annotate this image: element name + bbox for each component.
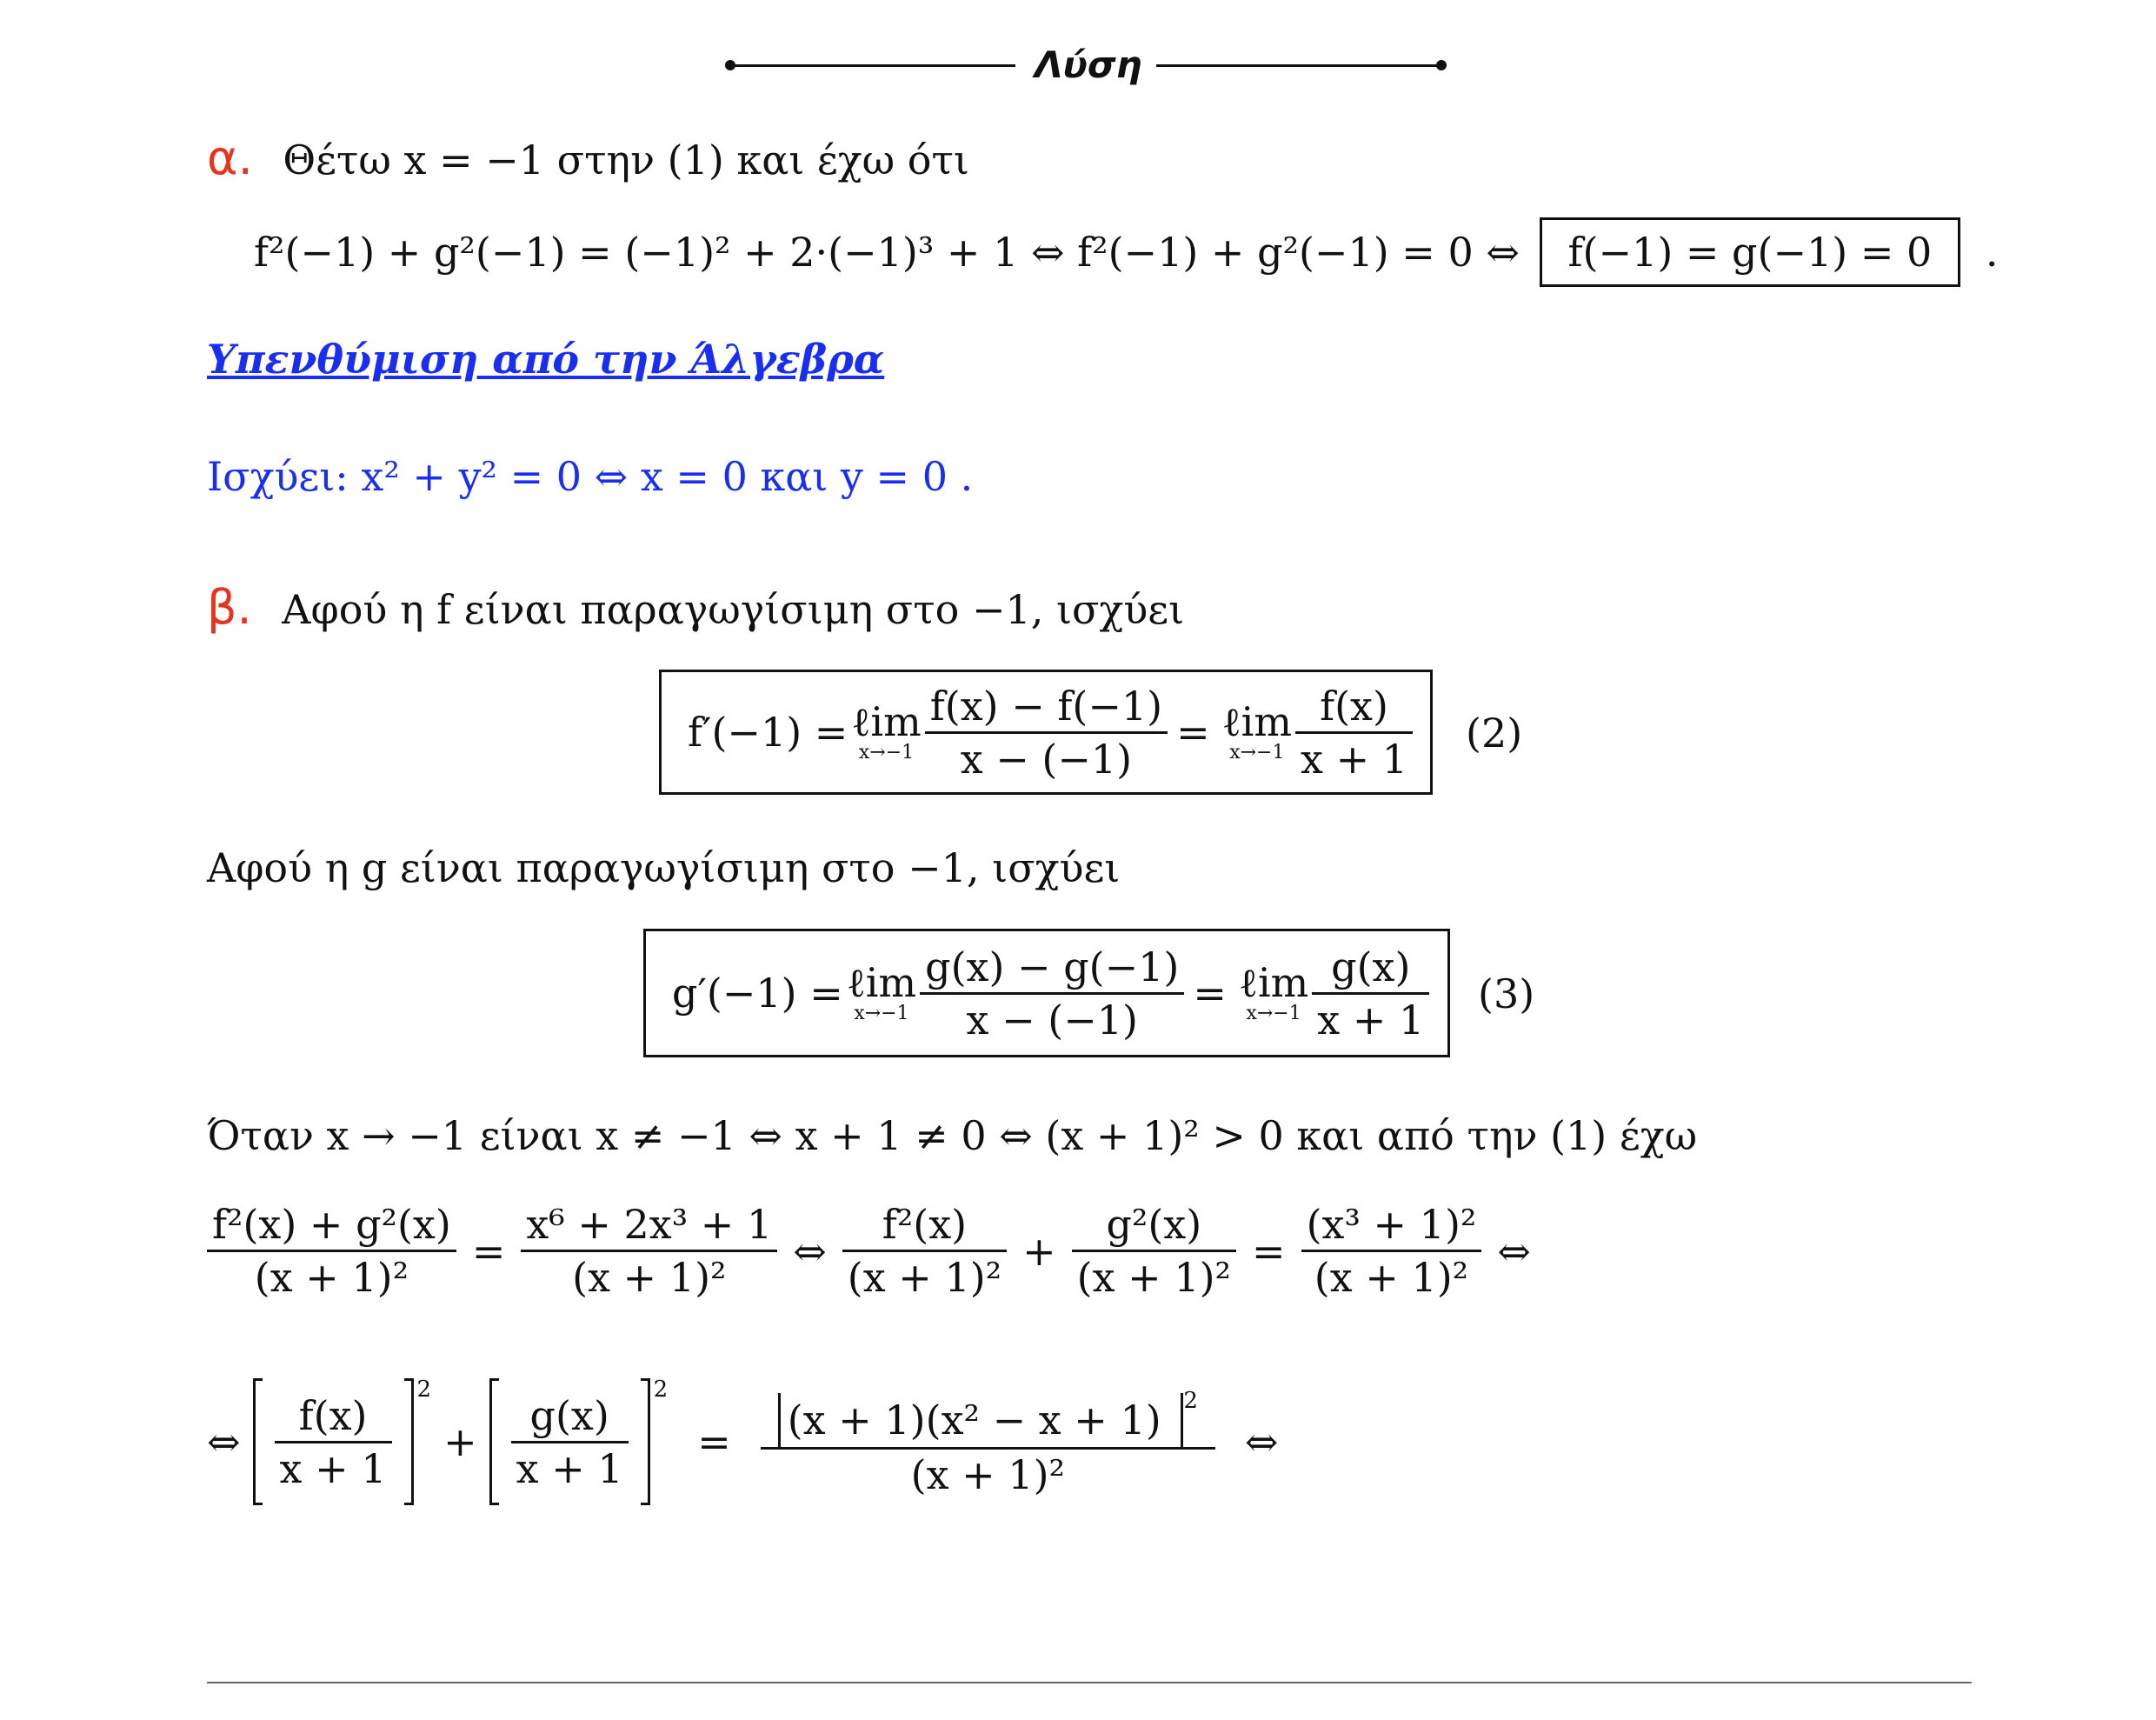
fraction-denominator: x − (−1): [966, 996, 1138, 1043]
difference-quotient-g: [920, 943, 1184, 1043]
part-b-intro-f: Αφού η f είναι παραγωγίσιμη στο −1, ισχύει: [282, 586, 1185, 633]
fraction-factored: [761, 1387, 1215, 1498]
limit-f-2: [1221, 698, 1293, 763]
fraction-numerator: [761, 1387, 1215, 1450]
limit-word: ℓim: [846, 959, 917, 1006]
iff-symbol: ⇔: [207, 1418, 241, 1465]
part-b-marker: β.: [207, 580, 252, 635]
fraction-numerator: f(x): [1295, 686, 1413, 734]
plus-sign: +: [443, 1418, 477, 1465]
expansion-line-2: [207, 1378, 1278, 1505]
limit-f-1: [851, 698, 922, 763]
limit-word: ℓim: [851, 698, 922, 745]
right-bracket: [404, 1378, 414, 1505]
equation-tag-2: (2): [1466, 710, 1523, 757]
fraction-denominator: (x + 1)²: [254, 1254, 409, 1301]
equals-sign: =: [697, 1418, 731, 1465]
product-text: (x + 1)(x² − x + 1): [787, 1396, 1161, 1443]
part-a-end-dot: .: [1985, 229, 1999, 276]
heading-rule-right: [1156, 64, 1443, 67]
equals-sign: =: [1252, 1227, 1286, 1275]
expansion-line-1: [207, 1201, 1531, 1301]
fraction-cube-sum: [1301, 1201, 1482, 1301]
heading-rule-left: [729, 64, 1015, 67]
heading-title: Λύση: [1035, 43, 1142, 86]
derivative-g-box: [643, 929, 1450, 1057]
limit-word: ℓim: [1238, 959, 1309, 1006]
fraction-denominator: x − (−1): [960, 735, 1133, 783]
fraction-numerator: g(x) − g(−1): [920, 947, 1184, 995]
fraction-denominator: x + 1: [279, 1444, 387, 1492]
fraction-numerator: f(x): [275, 1396, 392, 1443]
part-a-boxed-result: f(−1) = g(−1) = 0: [1540, 217, 1961, 287]
fraction-denominator: (x + 1)²: [1076, 1254, 1232, 1301]
part-a-equation: f²(−1) + g²(−1) = (−1)² + 2·(−1)³ + 1 ⇔ f²(−1) + g²(−1) = 0 ⇔: [254, 229, 1520, 276]
reminder-title[interactable]: Υπενθύμιση από την Άλγεβρα: [207, 336, 885, 383]
derivative-f-lhs: f′(−1) =: [688, 709, 848, 756]
fraction-numerator: x⁶ + 2x³ + 1: [521, 1204, 777, 1252]
left-bracket: [253, 1378, 263, 1505]
equation-tag-3: (3): [1478, 970, 1535, 1017]
bracketed-product: [778, 1393, 1184, 1447]
limit-g-2: [1238, 959, 1309, 1024]
derivative-f-box: [659, 670, 1433, 795]
part-b-intro-line: [207, 580, 1185, 635]
fraction-denominator: x + 1: [516, 1444, 623, 1492]
limit-word: ℓim: [1221, 698, 1293, 745]
limit-subscript: x→−1: [858, 742, 915, 763]
limit-subscript: x→−1: [854, 1003, 909, 1024]
square-exponent: 2: [1183, 1387, 1198, 1414]
heading-rule-left-dot: [725, 60, 735, 70]
left-bracket: [489, 1378, 499, 1505]
square-exponent: 2: [416, 1377, 432, 1403]
fraction-denominator: (x + 1)²: [1314, 1254, 1469, 1301]
right-bracket: [641, 1378, 650, 1505]
square-exponent: 2: [653, 1377, 669, 1403]
fraction-g-squared: [1072, 1201, 1236, 1301]
fraction-numerator: (x³ + 1)²: [1301, 1204, 1482, 1252]
part-b-intro-g: Αφού η g είναι παραγωγίσιμη στο −1, ισχύει: [207, 844, 1121, 891]
iff-symbol: ⇔: [793, 1227, 827, 1275]
fraction-denominator: (x + 1)²: [847, 1254, 1002, 1301]
plus-sign: +: [1022, 1227, 1056, 1275]
part-a-intro: Θέτω x = −1 στην (1) και έχω ότι: [283, 137, 969, 183]
derivative-g-lhs: g′(−1) =: [672, 970, 843, 1017]
fraction-numerator: g(x): [511, 1396, 629, 1443]
limit-g-1: [846, 959, 917, 1024]
iff-symbol: ⇔: [1244, 1418, 1279, 1465]
fraction-numerator: f²(x): [842, 1204, 1007, 1252]
simplified-quotient-f: [1295, 682, 1413, 783]
fraction-g-over-x-plus-1: [511, 1391, 629, 1492]
limit-subscript: x→−1: [1229, 742, 1285, 763]
fraction-denominator: x + 1: [1301, 735, 1408, 783]
fraction-denominator: (x + 1)²: [910, 1450, 1065, 1498]
fraction-numerator: f(x) − f(−1): [925, 686, 1168, 734]
part-a-marker: α.: [207, 130, 253, 185]
fraction-f-over-x-plus-1: [275, 1391, 392, 1492]
limit-subscript: x→−1: [1246, 1003, 1301, 1024]
heading-rule-right-dot: [1436, 60, 1447, 70]
fraction-lhs: [207, 1201, 456, 1301]
when-condition-text: Όταν x → −1 είναι x ≠ −1 ⇔ x + 1 ≠ 0 ⇔ (x + 1)² > 0 και από την (1) έχω: [207, 1112, 1698, 1159]
fraction-denominator: x + 1: [1317, 996, 1425, 1043]
difference-quotient-f: [925, 682, 1168, 783]
equals-sign: =: [1176, 709, 1210, 756]
part-a-equation-line: [254, 217, 1999, 287]
fraction-numerator: g(x): [1312, 947, 1429, 995]
part-a-intro-line: [207, 130, 969, 185]
fraction-f-squared: [842, 1201, 1007, 1301]
reminder-text: Ισχύει: x² + y² = 0 ⇔ x = 0 και y = 0 .: [207, 453, 974, 500]
fraction-denominator: (x + 1)²: [572, 1254, 727, 1301]
fraction-numerator: f²(x) + g²(x): [207, 1204, 456, 1252]
fraction-polynomial: [521, 1201, 777, 1301]
equals-sign: =: [1193, 970, 1227, 1017]
fraction-numerator: g²(x): [1072, 1204, 1236, 1252]
footer-rule: [207, 1682, 1972, 1683]
simplified-quotient-g: [1312, 943, 1429, 1043]
iff-symbol: ⇔: [1497, 1227, 1531, 1275]
equals-sign: =: [471, 1227, 506, 1275]
